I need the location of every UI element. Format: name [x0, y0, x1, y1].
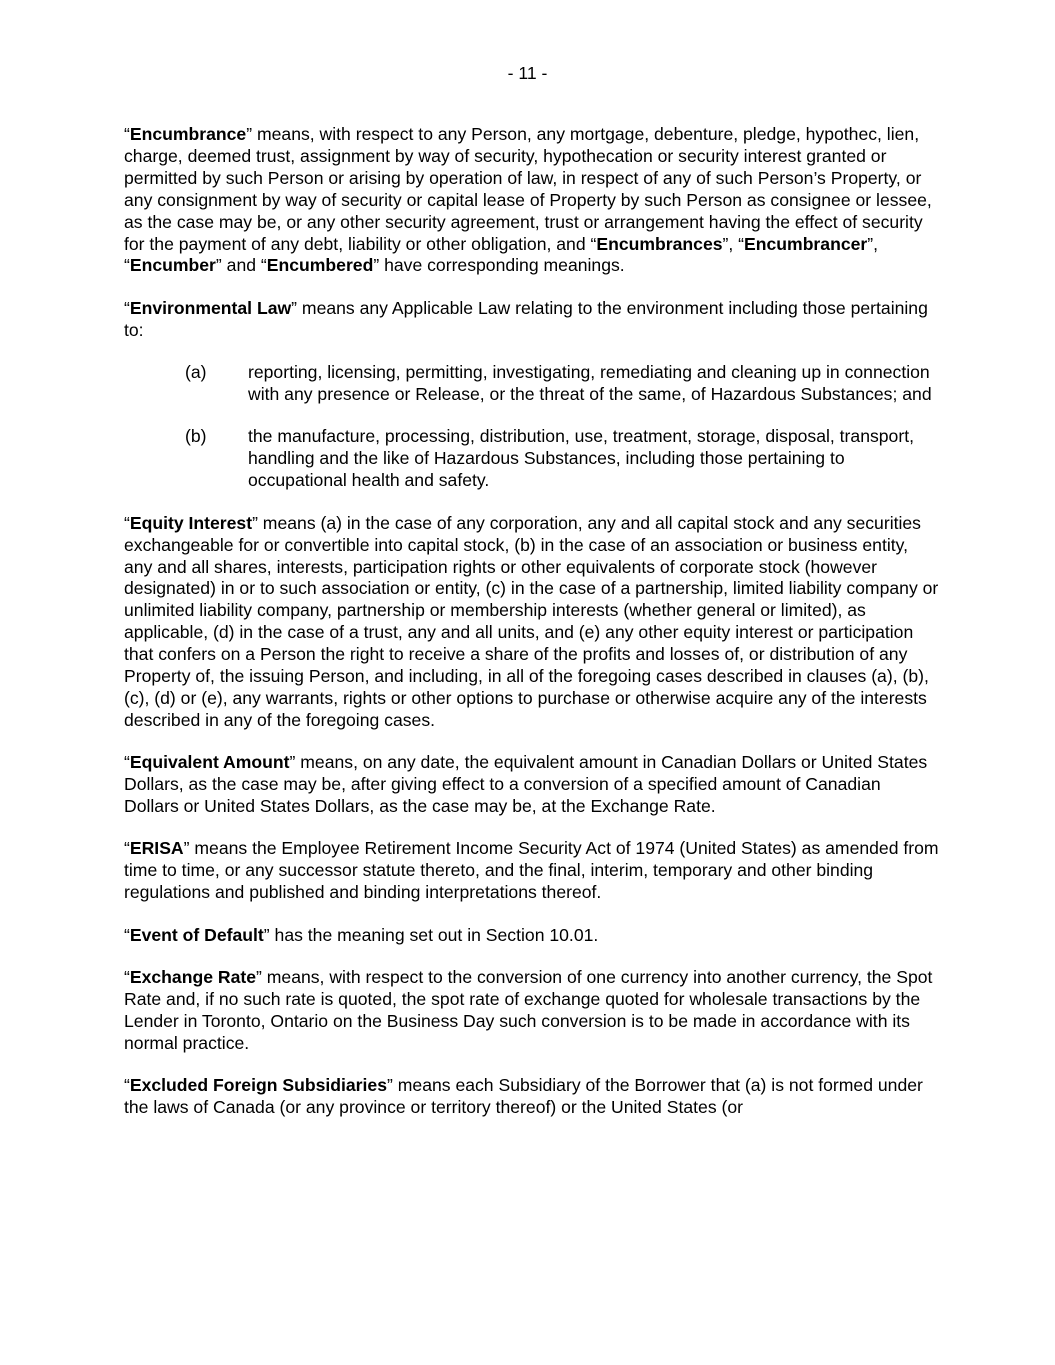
defined-term: Excluded Foreign Subsidiaries [129, 1075, 387, 1096]
environmental-law-clauses [185, 362, 939, 492]
definition-encumbrance: “Encumbrance” means, with respect to any Person, any mortgage, debenture, pledge, hypothec, lien, charge, deemed trust, assignment by way of security, hypothecation or security interest granted or permitted by such Person or arising by operation of law, in respect of any of such Person’s Property, or any consignment by way of security or capital lease of Property by such Person as consignee or lessee, as the case may be, or any other security agreement, trust or arrangement having the effect of security for the payment of any debt, liability or other obligation, and “Encumbrances”, “Encumbrancer”, “Encumber” and “Encumbered” have corresponding meanings. [124, 124, 932, 276]
defined-term: Equity Interest [129, 512, 253, 533]
defined-term: Event of Default [129, 924, 264, 945]
clause-label: (b) [185, 426, 207, 447]
defined-term: Encumbrancer [744, 233, 868, 254]
definition-event-of-default: “Event of Default” has the meaning set out in Section 10.01. [124, 924, 599, 945]
definition-text: ” means each Subsidiary of the Borrower that (a) is not formed under the laws of Canada (or any province or territory thereof) or the United States (or [124, 1075, 923, 1118]
defined-term: Encumbered [266, 255, 374, 276]
definition-text: ” have corresponding meanings. [373, 255, 625, 276]
definition-text: ” has the meaning set out in Section 10.01. [263, 924, 599, 945]
page-number: - 11 - [507, 63, 548, 83]
definition-text: ” means, with respect to the conversion of one currency into another currency, the Spot Rate and, if no such rate is quoted, the spot rate of exchange quoted for wholesale transactions by the Lender in Toronto, Ontario on the Business Day such conversion is to be made in accordance with its normal practice. [124, 967, 933, 1053]
list-item [185, 426, 939, 492]
definition-erisa: “ERISA” means the Employee Retirement Income Security Act of 1974 (United States) as amended from time to time, or any successor statute thereto, and the final, interim, temporary and other binding regulations and published and binding interpretations thereof. [124, 838, 939, 903]
definition-text: ” means (a) in the case of any corporation, any and all capital stock and any securities exchangeable for or convertible into capital stock, (b) in the case of an association or business entity, any and all shares, interests, participation rights or other equivalents of corporate stock (however designated) in or to such association or entity, (c) in the case of a partnership, limited liability company or unlimited liability company, partnership or membership interests (whether general or limited), as applicable, (d) in the case of a trust, any and all units, and (e) any other equity interest or participation that confers on a Person the right to receive a share of the profits and losses of, or distribution of any Property of, the issuing Person, and including, in all of the foregoing cases described in clauses (a), (b), (c), (d) or (e), any warrants, rights or other options to purchase or otherwise acquire any of the interests described in any of the foregoing cases. [124, 512, 939, 730]
defined-term: Equivalent Amount [129, 752, 290, 773]
definition-text: ” means any Applicable Law relating to the environment including those pertaining to: [124, 297, 928, 340]
clause-text: the manufacture, processing, distribution, use, treatment, storage, disposal, transport, handling and the like of Hazardous Substances, including those pertaining to occupational health and safety. [248, 426, 914, 491]
document-body [124, 124, 939, 1140]
definition-equity-interest: “Equity Interest” means (a) in the case of any corporation, any and all capital stock and any securities exchangeable for or convertible into capital stock, (b) in the case of an association or business entity, any and all shares, interests, participation rights or other equivalents of corporate stock (however designated) in or to such association or entity, (c) in the case of a partnership, limited liability company or unlimited liability company, partnership or membership interests (whether general or limited), as applicable, (d) in the case of a trust, any and all units, and (e) any other equity interest or participation that confers on a Person the right to receive a share of the profits and losses of, or distribution of any Property of, the issuing Person, and including, in all of the foregoing cases described in clauses (a), (b), (c), (d) or (e), any warrants, rights or other options to purchase or otherwise acquire any of the interests described in any of the foregoing cases. [124, 512, 939, 730]
defined-term: Encumber [129, 255, 216, 276]
defined-term: Exchange Rate [129, 967, 256, 988]
definition-excluded-foreign-subsidiaries: “Excluded Foreign Subsidiaries” means each Subsidiary of the Borrower that (a) is not formed under the laws of Canada (or any province or territory thereof) or the United States (or [124, 1075, 923, 1118]
clause-text: reporting, licensing, permitting, investigating, remediating and cleaning up in connection with any presence or Release, or the threat of the same, of Hazardous Substances; and [248, 362, 932, 405]
definition-text: ” means, with respect to any Person, any mortgage, debenture, pledge, hypothec, lien, charge, deemed trust, assignment by way of security, hypothecation or security interest granted or permitted by such Person or arising by operation of law, in respect of any of such Person’s Property, or any consignment by way of security or capital lease of Property by such Person as consignee or lessee, as the case may be, or any other security agreement, trust or arrangement having the effect of security for the payment of any debt, liability or other obligation, and “ [124, 124, 932, 254]
definition-text: ” means, on any date, the equivalent amount in Canadian Dollars or United States Dollars, as the case may be, after giving effect to a conversion of a specified amount of Canadian Dollars or United States Dollars, as the case may be, at the Exchange Rate. [124, 752, 928, 817]
definition-equivalent-amount: “Equivalent Amount” means, on any date, the equivalent amount in Canadian Dollars or United States Dollars, as the case may be, after giving effect to a conversion of a specified amount of Canadian Dollars or United States Dollars, as the case may be, at the Exchange Rate. [124, 752, 928, 817]
definition-text: ” means the Employee Retirement Income Security Act of 1974 (United States) as amended from time to time, or any successor statute thereto, and the final, interim, temporary and other binding regulations and published and binding interpretations thereof. [124, 838, 939, 903]
defined-term: Encumbrances [596, 233, 723, 254]
definition-exchange-rate: “Exchange Rate” means, with respect to the conversion of one currency into another currency, the Spot Rate and, if no such rate is quoted, the spot rate of exchange quoted for wholesale transactions by the Lender in Toronto, Ontario on the Business Day such conversion is to be made in accordance with its normal practice. [124, 967, 933, 1053]
defined-term: ERISA [129, 838, 184, 859]
defined-term: Environmental Law [129, 297, 292, 318]
definition-environmental-law: “Environmental Law” means any Applicable Law relating to the environment including those pertaining to: [124, 297, 928, 340]
list-item [185, 362, 939, 406]
clause-label: (a) [185, 362, 207, 383]
defined-term: Encumbrance [129, 124, 247, 144]
